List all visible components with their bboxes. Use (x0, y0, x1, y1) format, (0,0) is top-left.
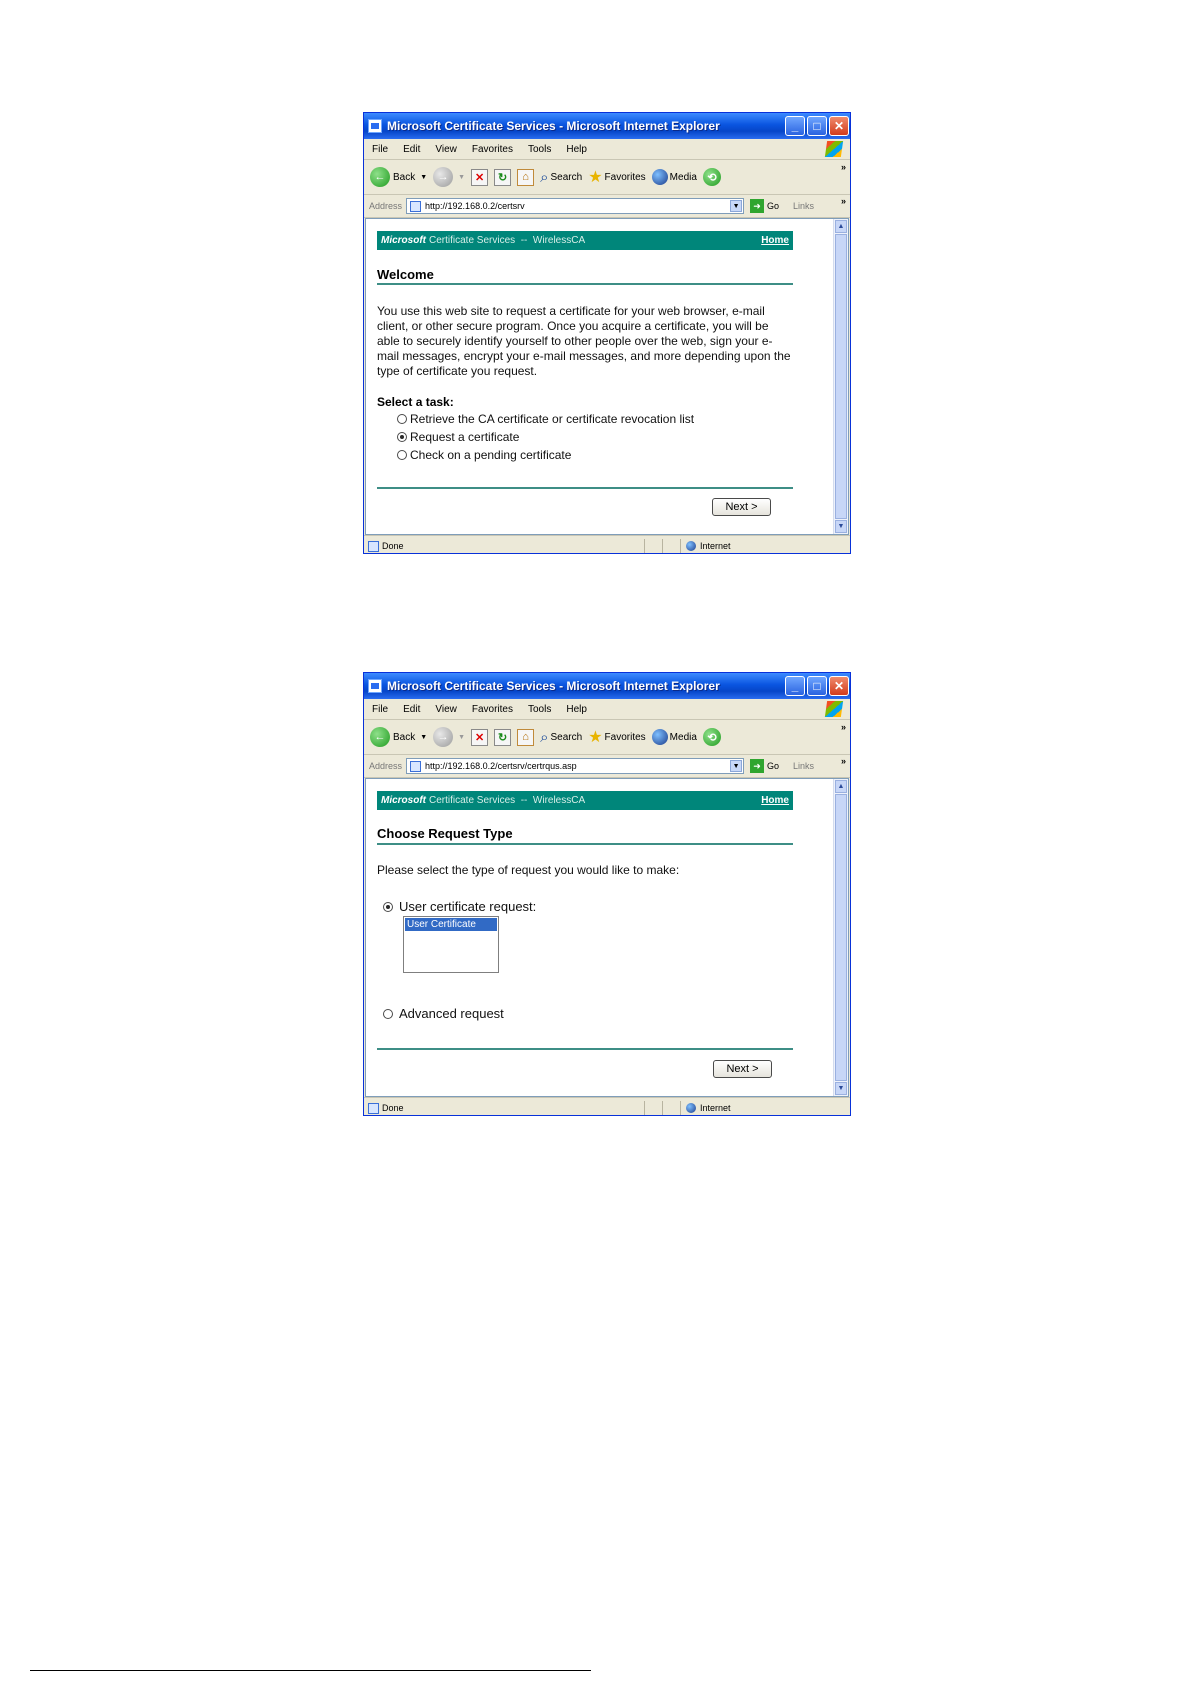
forward-dropdown-icon[interactable]: ▼ (458, 173, 466, 181)
media-label: Media (669, 731, 697, 743)
banner-text: Certificate Services -- WirelessCA (429, 235, 586, 246)
go-arrow-icon: ➜ (750, 759, 764, 773)
media-icon (652, 729, 668, 745)
minimize-button[interactable]: _ (785, 676, 805, 696)
radio-user-certificate[interactable] (383, 902, 393, 912)
star-icon: ★ (588, 729, 603, 746)
ie-icon (368, 679, 382, 693)
banner-brand: Microsoft (381, 795, 426, 806)
forward-dropdown-icon[interactable]: ▼ (458, 733, 466, 741)
windows-logo-icon (825, 141, 843, 157)
favorites-button[interactable] (588, 727, 645, 747)
option-label: Advanced request (399, 1006, 504, 1021)
search-button[interactable] (540, 729, 582, 746)
address-label: Address (369, 201, 403, 211)
status-text: Done (382, 541, 404, 551)
security-zone (686, 1103, 731, 1113)
title-bar[interactable] (364, 673, 850, 699)
links-button[interactable]: Links (793, 201, 815, 211)
page-title: Choose Request Type (377, 826, 513, 841)
status-divider (662, 539, 663, 553)
go-button[interactable] (750, 759, 779, 773)
status-divider (680, 539, 681, 553)
page-status-icon (368, 1103, 379, 1114)
address-input[interactable] (406, 198, 744, 214)
search-label: Search (550, 731, 583, 743)
window-title: Microsoft Certificate Services - Microsoft Internet Explorer (387, 119, 720, 133)
menu-bar (364, 139, 850, 160)
home-link[interactable]: Home (761, 795, 789, 806)
refresh-icon: ↻ (494, 169, 511, 186)
search-button[interactable] (540, 169, 582, 186)
menu-view[interactable]: View (435, 703, 457, 715)
history-button[interactable] (703, 728, 721, 746)
page-status-icon (368, 541, 379, 552)
zone-label: Internet (700, 1103, 731, 1113)
minimize-button[interactable]: _ (785, 116, 805, 136)
radio-check-pending[interactable] (397, 450, 407, 460)
menu-tools[interactable]: Tools (527, 143, 552, 155)
close-button[interactable]: ✕ (829, 676, 849, 696)
back-label: Back (393, 171, 416, 183)
option-retrieve-ca[interactable] (397, 412, 694, 426)
option-label: Retrieve the CA certificate or certificate revocation list (410, 412, 695, 426)
heading-divider (377, 283, 793, 285)
heading-divider (377, 843, 793, 845)
forward-arrow-icon: → (433, 167, 453, 187)
option-label: User certificate request: (399, 899, 537, 914)
home-icon: ⌂ (517, 169, 534, 186)
refresh-icon: ↻ (494, 729, 511, 746)
search-icon: ⌕ (540, 728, 549, 746)
radio-request-certificate[interactable] (397, 432, 407, 442)
menu-edit[interactable]: Edit (403, 703, 421, 715)
stop-icon: ✕ (471, 729, 488, 746)
history-icon: ⟲ (703, 728, 721, 746)
globe-icon (686, 1103, 696, 1113)
menu-edit[interactable]: Edit (403, 143, 421, 155)
address-dropdown-icon[interactable]: ▼ (730, 200, 742, 212)
star-icon: ★ (588, 169, 603, 186)
favorites-button[interactable] (588, 167, 645, 187)
back-button[interactable] (370, 727, 427, 747)
scroll-down-icon[interactable]: ▼ (835, 1082, 847, 1095)
home-button[interactable] (517, 169, 534, 186)
back-dropdown-icon[interactable]: ▼ (420, 733, 428, 741)
browser-window-request-type (363, 672, 851, 1116)
zone-label: Internet (700, 541, 731, 551)
toolbar (364, 720, 850, 755)
menu-tools[interactable]: Tools (527, 703, 552, 715)
vertical-scrollbar[interactable] (833, 779, 848, 1096)
option-check-pending[interactable] (397, 448, 571, 462)
scroll-up-icon[interactable]: ▲ (835, 220, 847, 233)
favorites-label: Favorites (604, 171, 646, 183)
links-button[interactable]: Links (793, 761, 815, 771)
option-request-certificate[interactable] (397, 430, 519, 444)
browser-window-welcome (363, 112, 851, 554)
page-title: Welcome (377, 267, 434, 282)
option-label: Check on a pending certificate (410, 448, 572, 462)
menu-file[interactable]: File (372, 143, 389, 155)
history-icon: ⟲ (703, 168, 721, 186)
page-icon (410, 761, 421, 772)
menu-view[interactable]: View (435, 143, 457, 155)
welcome-description: You use this web site to request a certificate for your web browser, e-mail client, or other secure program. Once you acquire a certificate, you will be able to securely identify yourself to other people over the web, sign your e-mail messages, encrypt your e-mail messages, and more depending upon the type of certificate you request. (377, 304, 791, 378)
task-label: Select a task: (377, 395, 454, 409)
address-url: http://192.168.0.2/certsrv/certrqus.asp (425, 761, 577, 771)
scroll-up-icon[interactable]: ▲ (835, 780, 847, 793)
media-label: Media (669, 171, 697, 183)
address-label: Address (369, 761, 403, 771)
search-label: Search (550, 171, 583, 183)
menu-favorites[interactable]: Favorites (471, 703, 513, 715)
scroll-thumb[interactable] (835, 234, 847, 519)
favorites-label: Favorites (604, 731, 646, 743)
forward-button[interactable] (433, 167, 465, 187)
next-button[interactable]: Next > (712, 498, 771, 516)
option-user-certificate-request[interactable] (383, 899, 536, 914)
stop-button[interactable] (471, 729, 488, 746)
address-url: http://192.168.0.2/certsrv (425, 201, 525, 211)
links-overflow-icon[interactable]: » (840, 196, 846, 206)
status-divider (662, 1101, 663, 1115)
toolbar (364, 160, 850, 195)
footer-divider (377, 1048, 793, 1050)
address-bar (364, 755, 850, 778)
banner-brand: Microsoft (381, 235, 426, 246)
back-dropdown-icon[interactable]: ▼ (420, 173, 428, 181)
security-zone (686, 541, 731, 551)
menu-help[interactable]: Help (566, 703, 587, 715)
media-icon (652, 169, 668, 185)
home-icon: ⌂ (517, 729, 534, 746)
globe-icon (686, 541, 696, 551)
page-icon (410, 201, 421, 212)
home-button[interactable] (517, 729, 534, 746)
media-button[interactable] (652, 169, 697, 185)
scroll-down-icon[interactable]: ▼ (835, 520, 847, 533)
maximize-button[interactable]: □ (807, 676, 827, 696)
footer-divider (377, 487, 793, 489)
request-type-instruction: Please select the type of request you would like to make: (377, 863, 680, 877)
window-title: Microsoft Certificate Services - Microsoft Internet Explorer (387, 679, 720, 693)
listbox-item-user-certificate[interactable]: User Certificate (405, 918, 497, 931)
toolbar-overflow-icon[interactable]: » (840, 722, 846, 732)
ie-icon (368, 119, 382, 133)
menu-help[interactable]: Help (566, 143, 587, 155)
address-input[interactable] (406, 758, 744, 774)
windows-logo-icon (825, 701, 843, 717)
status-text: Done (382, 1103, 404, 1113)
go-arrow-icon: ➜ (750, 199, 764, 213)
stop-button[interactable] (471, 169, 488, 186)
history-button[interactable] (703, 168, 721, 186)
certificate-type-listbox[interactable] (403, 916, 499, 973)
home-link[interactable]: Home (761, 235, 789, 246)
forward-button[interactable] (433, 727, 465, 747)
back-label: Back (393, 731, 416, 743)
go-label: Go (767, 761, 780, 771)
address-dropdown-icon[interactable]: ▼ (730, 760, 742, 772)
maximize-button[interactable]: □ (807, 116, 827, 136)
status-divider (680, 1101, 681, 1115)
option-advanced-request[interactable] (383, 1006, 504, 1021)
media-button[interactable] (652, 729, 697, 745)
next-button[interactable]: Next > (713, 1060, 772, 1078)
radio-advanced-request[interactable] (383, 1009, 393, 1019)
title-bar[interactable] (364, 113, 850, 139)
stop-icon: ✕ (471, 169, 488, 186)
refresh-button[interactable] (494, 729, 511, 746)
status-divider (644, 539, 645, 553)
vertical-scrollbar[interactable] (833, 219, 848, 534)
close-button[interactable]: ✕ (829, 116, 849, 136)
search-icon: ⌕ (540, 168, 549, 186)
page-footer-rule (30, 1670, 591, 1671)
status-bar (364, 535, 850, 556)
scroll-thumb[interactable] (835, 794, 847, 1081)
go-label: Go (767, 201, 780, 211)
address-bar (364, 195, 850, 218)
refresh-button[interactable] (494, 169, 511, 186)
forward-arrow-icon: → (433, 727, 453, 747)
menu-favorites[interactable]: Favorites (471, 143, 513, 155)
menu-file[interactable]: File (372, 703, 389, 715)
option-label: Request a certificate (410, 430, 520, 444)
page-content (365, 778, 849, 1097)
cert-services-banner (377, 231, 793, 250)
back-arrow-icon: ← (370, 727, 390, 747)
status-divider (644, 1101, 645, 1115)
status-bar (364, 1097, 850, 1118)
links-overflow-icon[interactable]: » (840, 756, 846, 766)
cert-services-banner (377, 791, 793, 810)
banner-text: Certificate Services -- WirelessCA (429, 795, 586, 806)
menu-bar (364, 699, 850, 720)
back-button[interactable] (370, 167, 427, 187)
toolbar-overflow-icon[interactable]: » (840, 162, 846, 172)
radio-retrieve-ca[interactable] (397, 414, 407, 424)
go-button[interactable] (750, 199, 779, 213)
back-arrow-icon: ← (370, 167, 390, 187)
page-content (365, 218, 849, 535)
